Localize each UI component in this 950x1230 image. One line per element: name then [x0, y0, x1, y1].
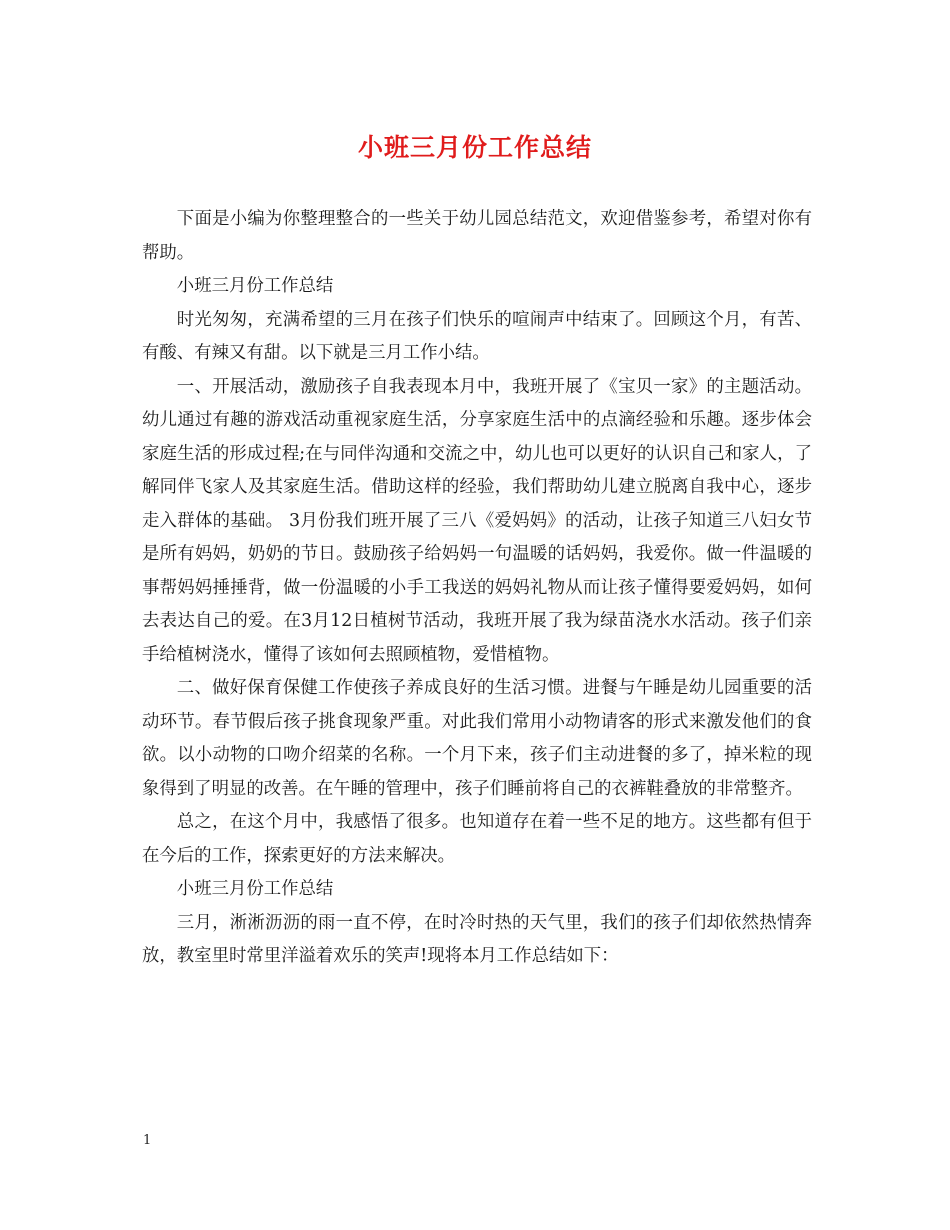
page-number: 1: [143, 1133, 152, 1148]
paragraph-subtitle-1: 小班三月份工作总结: [176, 276, 334, 296]
paragraph-opening: 时光匆匆，充满希望的三月在孩子们快乐的喧闹声中结束了。回顾这个月，有苦、有酸、有辣又有甜。以下就是三月工作小结。: [142, 309, 812, 363]
paragraph-section-2: 二、做好保育保健工作使孩子养成良好的生活习惯。进餐与午睡是幼儿园重要的活动环节。春节假后孩子挑食现象严重。对此我们常用小动物请客的形式来激发他们的食欲。以小动物的口吻介绍菜的名称。一个月下来，孩子们主动进餐的多了，掉米粒的现象得到了明显的改善。在午睡的管理中，孩子们睡前将自己的衣裤鞋叠放的非常整齐。: [142, 678, 812, 799]
paragraph-march: 三月，淅淅沥沥的雨一直不停，在时冷时热的天气里，我们的孩子们却依然热情奔放，教室里时常里洋溢着欢乐的笑声!现将本月工作总结如下：: [142, 912, 812, 966]
paragraph-subtitle-2: 小班三月份工作总结: [176, 879, 334, 899]
paragraph-section-1: 一、开展活动，激励孩子自我表现本月中，我班开展了《宝贝一家》的主题活动。幼儿通过有趣的游戏活动重视家庭生活，分享家庭生活中的点滴经验和乐趣。逐步体会家庭生活的形成过程;在与同伴沟通和交流之中，幼儿也可以更好的认识自己和家人，了解同伴飞家人及其家庭生活。借助这样的经验，我们帮助幼儿建立脱离自我中心，逐步走入群体的基础。 3月份我们班开展了三八《爱妈妈》的活动，让孩子知道三八妇女节是所有妈妈，奶奶的节日。鼓励孩子给妈妈一句温暖的话妈妈，我爱你。做一件温暖的事帮妈妈捶捶背，做一份温暖的小手工我送的妈妈礼物从而让孩子懂得要爱妈妈，如何去表达自己的爱。在3月12日植树节活动，我班开展了我为绿苗浇水水活动。孩子们亲手给植树浇水，懂得了该如何去照顾植物，爱惜植物。: [142, 376, 812, 665]
paragraph-intro: 下面是小编为你整理整合的一些关于幼儿园总结范文，欢迎借鉴参考，希望对你有帮助。: [142, 209, 812, 263]
document-title: 小班三月份工作总结: [357, 133, 592, 162]
document-body: [142, 203, 812, 974]
paragraph-conclusion: 总之，在这个月中，我感悟了很多。也知道存在着一些不足的地方。这些都有但于在今后的工作，探索更好的方法来解决。: [142, 812, 812, 866]
